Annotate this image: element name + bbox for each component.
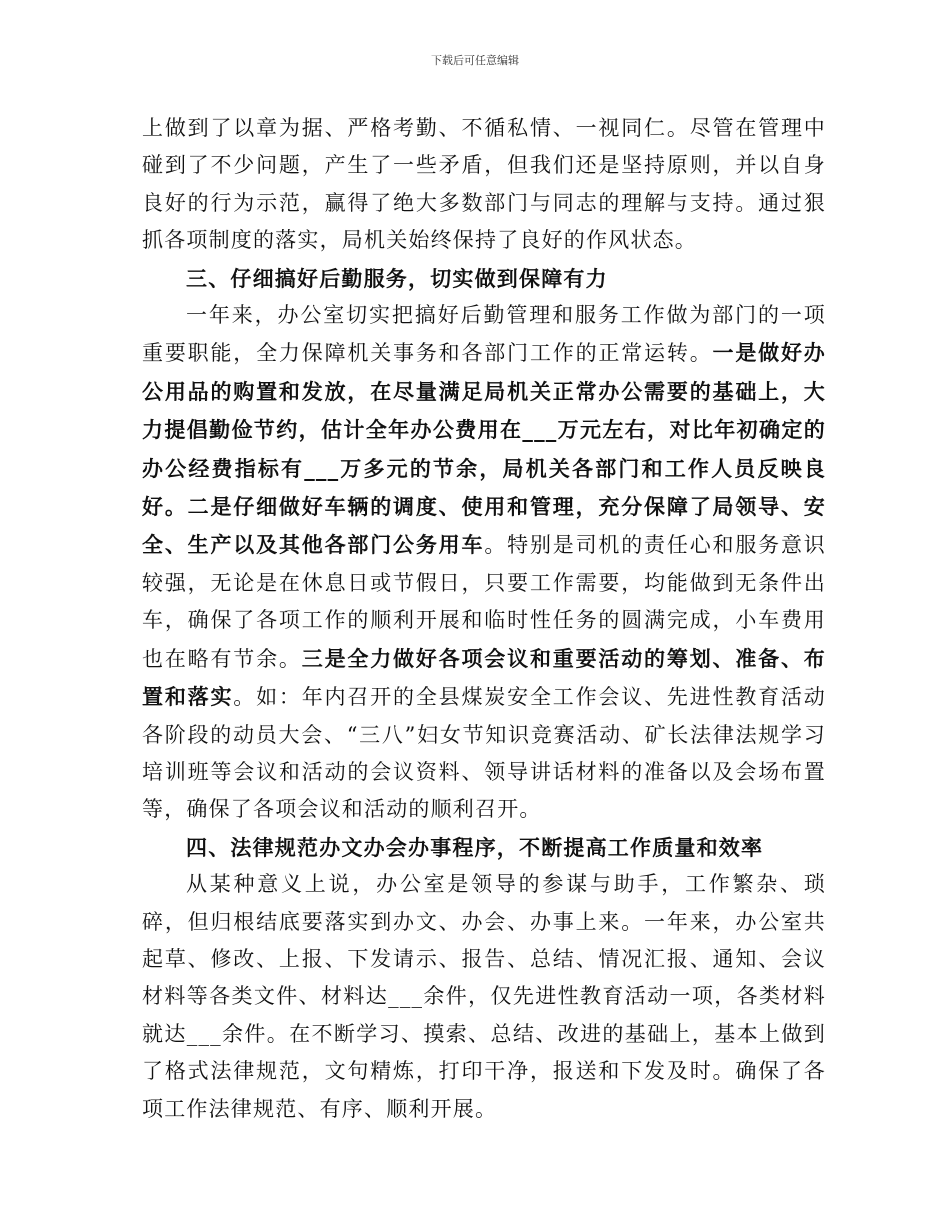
paragraph-bold-text: 一是做好办公用品的购置和发放，在尽量满足局机关正常办公需要的基础上，大力提倡勤俭节约，估计全年办公费用在___万元左右，对比年初确定的办公经费指标有___万多元的节余，局机关各部门和工作人员反映良好。二是仔细做好车辆的调度、使用和管理，充分保障了局领导、安全、生产以及其他各部门公务用车 <box>142 340 826 558</box>
paragraph-text: 。特别是司机的责任心和服务意识较强，无论是在休息日或节假日，只要工作需要，均能做到无条件出车，确保了各项工作的顺利开展和临时性任务的圆满完成，小车费用也在略有节余。 <box>142 533 827 671</box>
paragraph-text: 一年来，办公室切实把搞好后勤管理和服务工作做为部门的一项重要职能，全力保障机关事务和各部门工作的正常运转。 <box>142 303 826 366</box>
document-body <box>142 110 826 1128</box>
section-heading-3: 三、仔细搞好后勤服务，切实做到保障有力 <box>186 265 608 291</box>
page-header: 下载后可任意编辑 <box>431 54 519 67</box>
paragraph-continued: 上做到了以章为据、严格考勤、不循私情、一视同仁。尽管在管理中碰到了不少问题，产生了一些矛盾，但我们还是坚持原则，并以自身良好的行为示范，赢得了绝大多数部门与同志的理解与支持。通过狠抓各项制度的落实，局机关始终保持了良好的作风状态。 <box>142 116 826 253</box>
paragraph-logistics <box>142 297 826 829</box>
paragraph-text: 。如：年内召开的全县煤炭安全工作会议、先进性教育活动各阶段的动员大会、“三八”妇女节知识竞赛活动、矿长法律法规学习培训班等会议和活动的会议资料、领导讲话材料的准备以及会场布置等，确保了各项会议和活动的顺利召开。 <box>142 685 826 822</box>
section-heading-4: 四、法律规范办文办会办事程序，不断提高工作质量和效率 <box>186 834 764 860</box>
paragraph-bold-text: 三是全力做好各项会议和重要活动的筹划、准备、布置和落实 <box>142 645 826 710</box>
paragraph-procedures: 从某种意义上说，办公室是领导的参谋与助手，工作繁杂、琐碎，但归根结底要落实到办文、办会、办事上来。一年来，办公室共起草、修改、上报、下发请示、报告、总结、情况汇报、通知、会议材料等各类文件、材料达___余件，仅先进性教育活动一项，各类材料就达___余件。在不断学习、摸索、总结、改进的基础上，基本上做到了格式法律规范，文句精炼，打印干净，报送和下发及时。确保了各项工作法律规范、有序、顺利开展。 <box>142 872 826 1121</box>
